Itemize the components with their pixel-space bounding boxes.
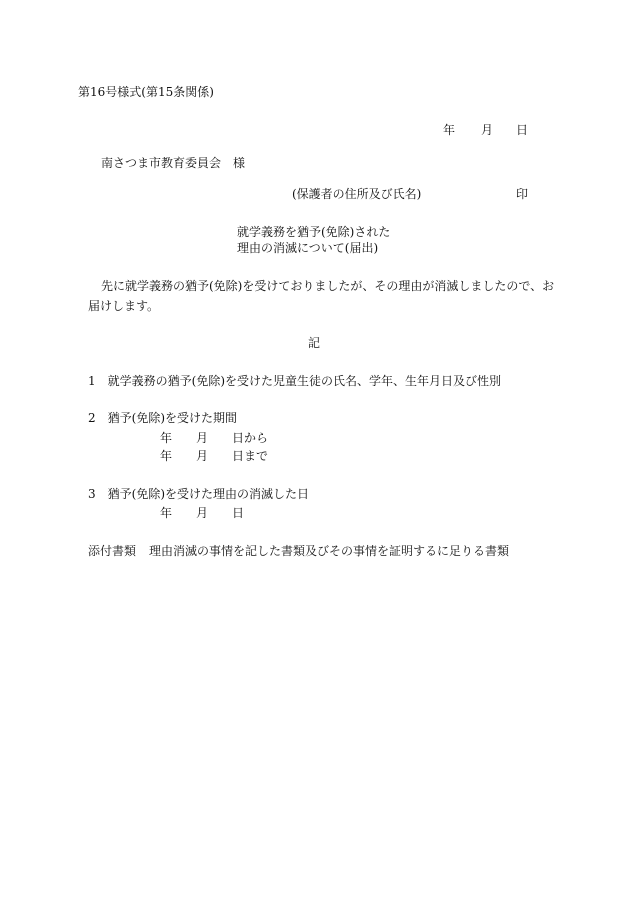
attachment-text: 理由消滅の事情を記した書類及びその事情を証明するに足りる書類	[149, 544, 510, 558]
guardian-label: (保護者の住所及び氏名)	[292, 187, 422, 201]
addressee: 南さつま市教育委員会 様	[101, 156, 246, 170]
period-from-day: 日から	[232, 431, 269, 445]
period-to-day: 日まで	[232, 449, 269, 463]
period-from-month: 月	[196, 431, 209, 445]
header-date-day: 日	[516, 123, 529, 137]
title-line-1: 就学義務を猶予(免除)された	[237, 225, 391, 239]
body-line-1: 先に就学義務の猶予(免除)を受けておりましたが、その理由が消滅しましたので、お	[101, 279, 555, 293]
extinct-date-month: 月	[196, 506, 209, 520]
item-1: 1 就学義務の猶予(免除)を受けた児童生徒の氏名、学年、生年月日及び性別	[88, 374, 502, 388]
extinct-date-year: 年	[160, 506, 173, 520]
period-from-year: 年	[160, 431, 173, 445]
header-date-year: 年	[443, 123, 456, 137]
period-to-year: 年	[160, 449, 173, 463]
form-number: 第16号様式(第15条関係)	[78, 85, 214, 99]
period-to-month: 月	[196, 449, 209, 463]
item-2: 2 猶予(免除)を受けた期間	[88, 411, 237, 425]
header-date-month: 月	[481, 123, 494, 137]
extinct-date-day: 日	[232, 506, 245, 520]
item-3: 3 猶予(免除)を受けた理由の消滅した日	[88, 487, 309, 501]
seal-mark: 印	[516, 187, 529, 201]
body-line-2: 届けします。	[88, 299, 160, 313]
title-line-2: 理由の消滅について(届出)	[237, 241, 379, 255]
attachment-label: 添付書類	[88, 544, 137, 558]
ki-heading: 記	[308, 336, 321, 350]
